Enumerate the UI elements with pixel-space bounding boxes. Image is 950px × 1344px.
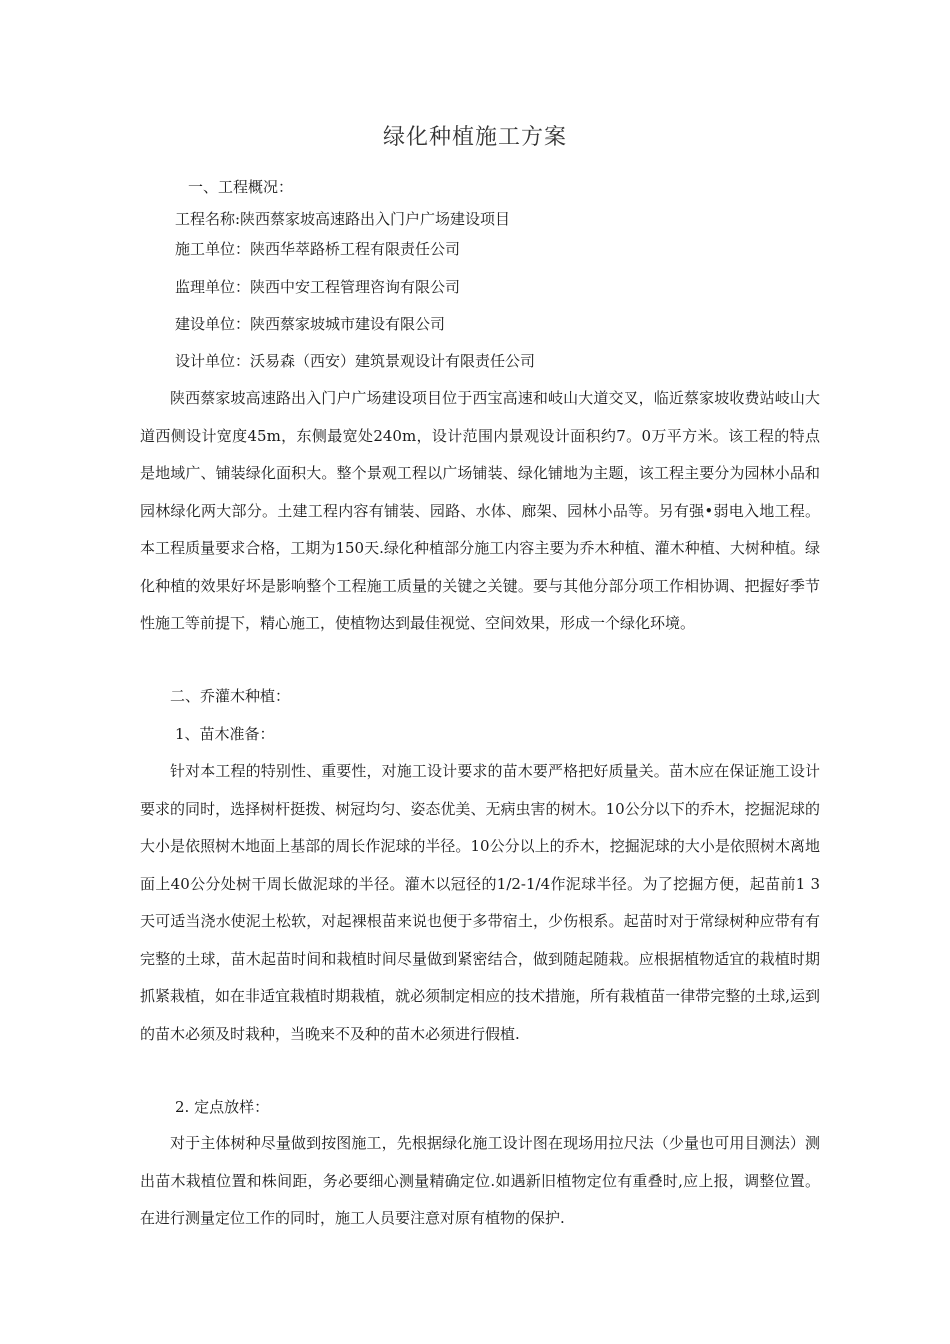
supervision-unit-line: 监理单位：陕西中安工程管理咨询有限公司 bbox=[175, 278, 461, 296]
staking-paragraph: 对于主体树种尽量做到按图施工，先根据绿化施工设计图在现场用拉尺法（少量也可用目测法）测出苗木栽植位置和株间距，务必要细心测量精确定位.如遇新旧植物定位有重叠时,应上报，调整位置。在进行测量定位工作的同时，施工人员要注意对原有植物的保护. bbox=[140, 1134, 820, 1227]
section2-heading: 二、乔灌木种植： bbox=[170, 687, 291, 705]
document-title: 绿化种植施工方案 bbox=[382, 125, 567, 150]
construction-unit-line: 施工单位：陕西华萃路桥工程有限责任公司 bbox=[175, 240, 461, 258]
owner-unit-line: 建设单位：陕西蔡家坡城市建设有限公司 bbox=[175, 315, 446, 333]
seedling-prep-paragraph: 针对本工程的特别性、重要性，对施工设计要求的苗木要严格把好质量关。苗木应在保证施工设计要求的同时，选择树杆挺拨、树冠均匀、姿态优美、无病虫害的树木。10公分以下的乔木，挖掘泥球的大小是依照树木地面上基部的周长作泥球的半径。10公分以上的乔木，挖掘泥球的大小是依照树木离地面上40公分处树干周长做泥球的半径。灌木以冠径的1/2-1/4作泥球半径。为了挖掘方便，起苗前1 3天可适当浇水使泥土松软，对起裸根苗来说也便于多带宿土，少伤根系。起苗时对于常绿树种应带有有完整的土球，苗木起苗时间和栽植时间尽量做到紧密结合，做到随起随栽。应根据植物适宜的栽植时期抓紧栽植，如在非适宜栽植时期栽植，就必须制定相应的技术措施，所有栽植苗一律带完整的土球,运到的苗木必须及时栽种，当晚来不及种的苗木必须进行假植. bbox=[140, 762, 820, 1043]
overview-paragraph: 陕西蔡家坡高速路出入门户广场建设项目位于西宝高速和岐山大道交叉，临近蔡家坡收费站岐山大道西侧设计宽度45m，东侧最宽处240m，设计范围内景观设计面积约7。0万平方米。该工程的特点是地域广、铺装绿化面积大。整个景观工程以广场铺装、绿化铺地为主题，该工程主要分为园林小品和园林绿化两大部分。土建工程内容有铺装、园路、水体、廊架、园林小品等。另有强•弱电入地工程。本工程质量要求合格，工期为150天.绿化种植部分施工内容主要为乔木种植、灌木种植、大树种植。绿化种植的效果好坏是影响整个工程施工质量的关键之关键。要与其他分部分项工作相协调、把握好季节性施工等前提下，精心施工，使植物达到最佳视觉、空间效果，形成一个绿化环境。 bbox=[140, 389, 820, 632]
section1-heading: 一、工程概况： bbox=[188, 178, 294, 196]
staking-heading: 2. 定点放样： bbox=[175, 1098, 270, 1116]
project-name-line: 工程名称:陕西蔡家坡高速路出入门户广场建设项目 bbox=[175, 210, 511, 228]
seedling-prep-heading: 1、苗木准备： bbox=[175, 725, 275, 743]
design-unit-line: 设计单位：沃易森（西安）建筑景观设计有限责任公司 bbox=[175, 352, 536, 370]
